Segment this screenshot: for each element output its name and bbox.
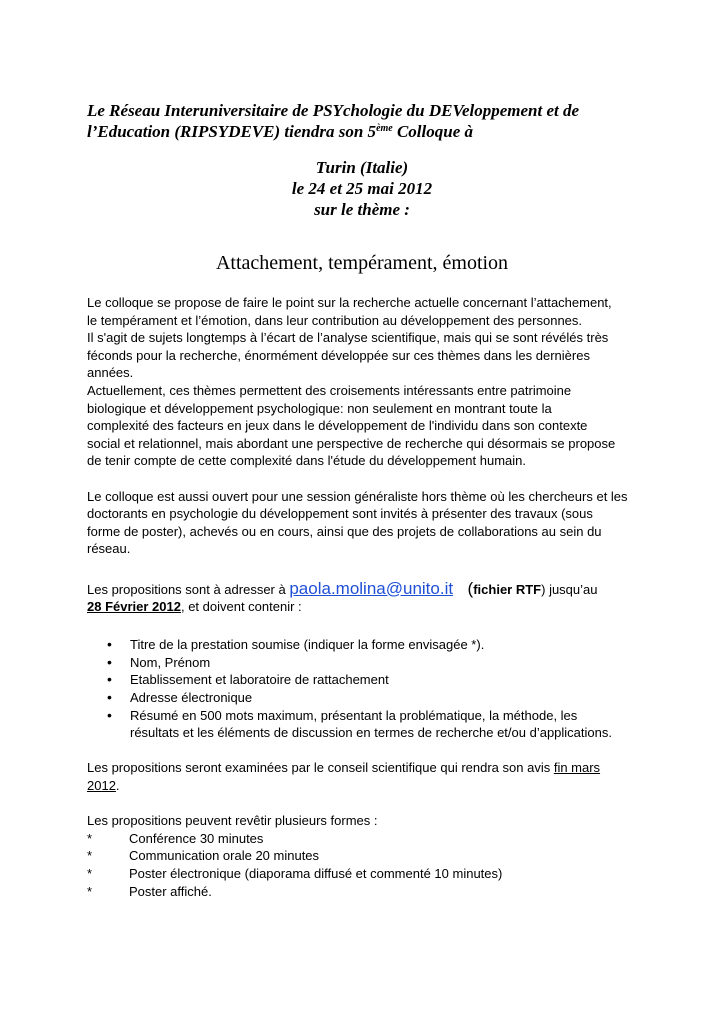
contact-email-link[interactable]: paola.molina@unito.it xyxy=(289,578,454,598)
submission-prefix: Les propositions sont à adresser à xyxy=(87,581,290,597)
formats-section xyxy=(87,812,647,900)
submission-line-1 xyxy=(87,580,647,599)
theme-title: Attachement, tempérament, émotion xyxy=(215,252,509,274)
format-label: Conférence 30 minutes xyxy=(129,830,264,846)
event-place: Turin (Italie) xyxy=(315,158,409,177)
asterisk-marker: * xyxy=(87,883,93,899)
spacer xyxy=(87,470,647,488)
spacer xyxy=(87,742,647,760)
list-item: • Nom, Prénom xyxy=(87,654,647,672)
event-theme-intro: sur le thème : xyxy=(314,200,410,219)
format-item xyxy=(87,865,647,883)
header-line-2-prefix: l’Education (RIPSYDEVE) tiendra son 5 xyxy=(87,122,377,141)
submission-line-2 xyxy=(87,598,647,616)
review-text: Les propositions seront examinées par le conseil scientifique qui rendra son avis xyxy=(87,760,554,776)
body-text xyxy=(87,294,647,900)
asterisk-marker: * xyxy=(87,866,93,881)
format-item xyxy=(87,883,647,901)
paragraph-line: de tenir compte de cette complexité dans l'étude du développement humain. xyxy=(87,453,526,469)
list-item: • Adresse électronique xyxy=(87,689,647,707)
paren-open: ( xyxy=(467,578,474,598)
paragraph-line: années. xyxy=(87,365,134,381)
review-line-2 xyxy=(87,777,647,795)
paragraph-line: Le colloque se propose de faire le point sur la recherche actuelle concernant l’attachement, xyxy=(87,295,612,310)
header-line-1: Le Réseau Interuniversitaire de PSYchologie du DEVeloppement et de xyxy=(87,101,580,120)
paragraph-line: le tempérament et l’émotion, dans leur contribution au développement des personnes. xyxy=(87,312,583,328)
review-end: . xyxy=(115,778,120,794)
list-item: • Résumé en 500 mots maximum, présentant la problématique, la méthode, les xyxy=(87,707,647,725)
submission-paragraph xyxy=(87,580,647,616)
paragraph-line: complexité des facteurs en jeux dans le développement de l'individu dans son contexte xyxy=(87,418,588,434)
review-paragraph xyxy=(87,759,647,794)
review-line-1 xyxy=(87,759,647,777)
header-line-2-suffix: Colloque à xyxy=(392,122,474,141)
spacer xyxy=(87,616,647,634)
submission-must-contain: , et doivent contenir : xyxy=(180,599,302,615)
submission-until: ) jusqu’au xyxy=(541,581,598,597)
paragraph-line: Le colloque est aussi ouvert pour une session généraliste hors thème où les chercheurs et les xyxy=(87,488,628,504)
event-dates: le 24 et 25 mai 2012 xyxy=(291,179,433,198)
submission-deadline: 28 Février 2012 xyxy=(87,599,181,615)
header-line-2 xyxy=(87,121,647,142)
file-type: fichier RTF xyxy=(473,581,542,597)
format-item xyxy=(87,830,647,848)
criteria-continuation: résultats et les éléments de discussion en termes de recherche et/ou d’applications. xyxy=(130,725,612,741)
announcement-header xyxy=(87,100,647,142)
format-label: Poster électronique (diaporama diffusé et commenté 10 minutes) xyxy=(129,866,503,881)
paragraph-line: Il s'agit de sujets longtemps à l’écart de l’analyse scientifique, mais qui se sont révélés très xyxy=(87,330,609,346)
format-label: Poster affiché. xyxy=(129,883,212,899)
formats-intro: Les propositions peuvent revêtir plusieurs formes : xyxy=(87,813,378,829)
spacer xyxy=(87,795,647,813)
paragraph-line: réseau. xyxy=(87,541,131,557)
paragraph-line: biologique et développement psychologique: non seulement en montrant toute la xyxy=(87,400,552,416)
spacer xyxy=(87,558,647,576)
asterisk-marker: * xyxy=(87,830,93,846)
format-item xyxy=(87,847,647,865)
paragraph-line: féconds pour la recherche, énormément développée sur ces thèmes dans les dernières xyxy=(87,347,590,363)
paragraph-intro xyxy=(87,294,647,470)
review-date-part2: 2012 xyxy=(87,778,116,794)
list-item: • Etablissement et laboratoire de rattachement xyxy=(87,671,647,689)
paragraph-line: Actuellement, ces thèmes permettent des croisements intéressants entre patrimoine xyxy=(87,382,572,398)
event-details xyxy=(87,157,637,220)
header-superscript: ème xyxy=(376,123,393,134)
format-label: Communication orale 20 minutes xyxy=(129,848,320,864)
paragraph-line: social et relationnel, mais abordant une perspective de recherche qui désormais se propose xyxy=(87,435,616,451)
paragraph-line: doctorants en psychologie du développement sont invités à présenter des travaux (sous xyxy=(87,506,593,522)
list-item: • Titre de la prestation soumise (indiquer la forme envisagée *). xyxy=(87,636,647,654)
review-date-part1: fin mars xyxy=(553,760,601,776)
criteria-list xyxy=(87,636,647,724)
paragraph-line: forme de poster), achevés ou en cours, ainsi que des projets de collaborations au sein du xyxy=(87,523,602,539)
asterisk-marker: * xyxy=(87,848,93,864)
paragraph-general-session xyxy=(87,488,647,558)
